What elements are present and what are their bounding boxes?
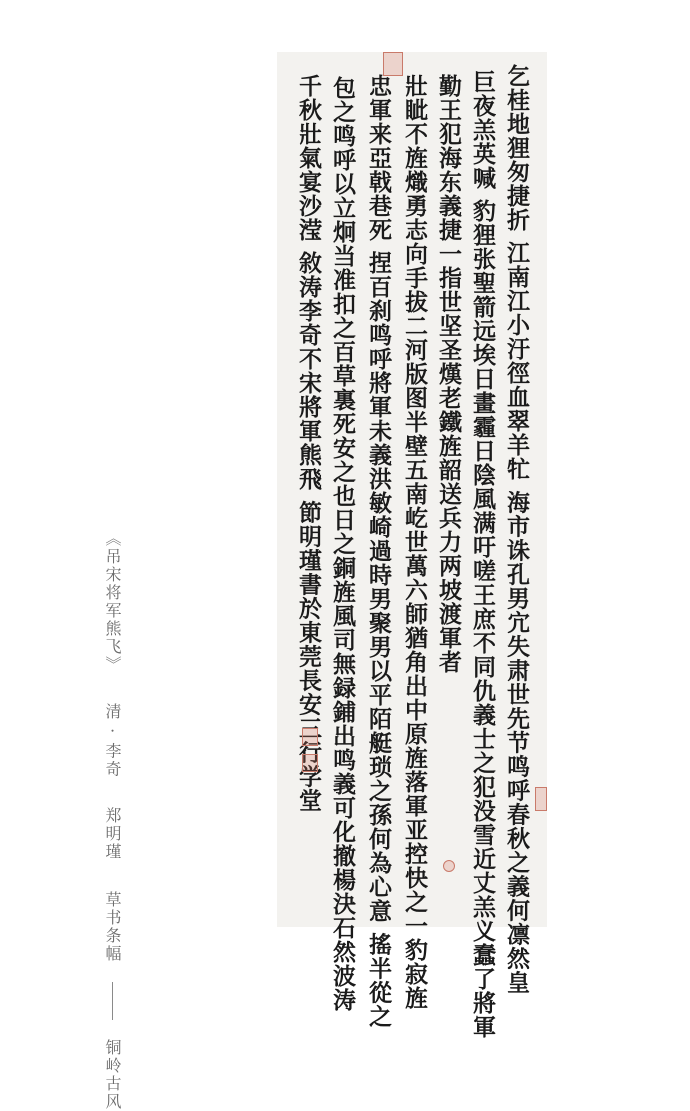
calligraphy-column-2: 巨夜羔英喊 豹狸张聖箭远埃日畫霾日陰風满吁嗟王庶不同仇義士之犯没雪近丈羔义蠢了將軍 <box>469 70 495 1040</box>
calligraphy-column-3: 勤王犯海东義捷一指世坚圣熯老鐵旌韶送兵力两坡渡軍者 <box>435 74 461 674</box>
section-name: 铜岭古风 <box>103 1038 122 1111</box>
calligrapher-name: 郑明瑾 <box>103 807 122 862</box>
artwork-caption <box>82 530 122 1111</box>
name-seal-lower <box>302 754 318 772</box>
dynasty-author: 清 · 李奇 <box>103 703 122 779</box>
middle-seal <box>443 860 455 872</box>
calligraphy-column-1: 乞桂地狸匆捷折 江南江小汙徑血翠羊牤 海市诛孔男宂失肃世先节鸣呼春秋之義何凛然皇 <box>503 64 529 995</box>
calligraphy-column-5: 忠軍来亞戟巷死 捏百刹鸣呼將軍未義洪敏崎過時男聚男以平陌艇琐之孫何為心意 搖半從之 <box>365 74 391 1029</box>
work-format: 草书条幅 <box>103 890 122 963</box>
top-seal <box>383 52 403 76</box>
calligraphy-scroll <box>277 52 547 1040</box>
caption-divider <box>112 982 113 1020</box>
calligraphy-column-7: 千秋壯氣宴沙滢 敘涛李奇不宋將軍熊飛 節明瑾書於東莞長安三行学堂 <box>295 74 321 813</box>
side-seal <box>535 787 547 811</box>
calligraphy-column-6: 包之鸣呼以立炯当准扣之百草裏死安之也日之銅旌風司無録鋪出鸣義可化撤楊決石然波涛 <box>329 76 355 1012</box>
name-seal-upper <box>302 728 318 746</box>
calligraphy-column-4: 壯眦不旌熾勇志向手拔二河版图半壁五南屹世萬六師猶角出中原旌落軍亚控快之一豹寂旌 <box>401 74 427 1010</box>
poem-title: 《吊宋将军熊飞》 <box>103 530 122 674</box>
